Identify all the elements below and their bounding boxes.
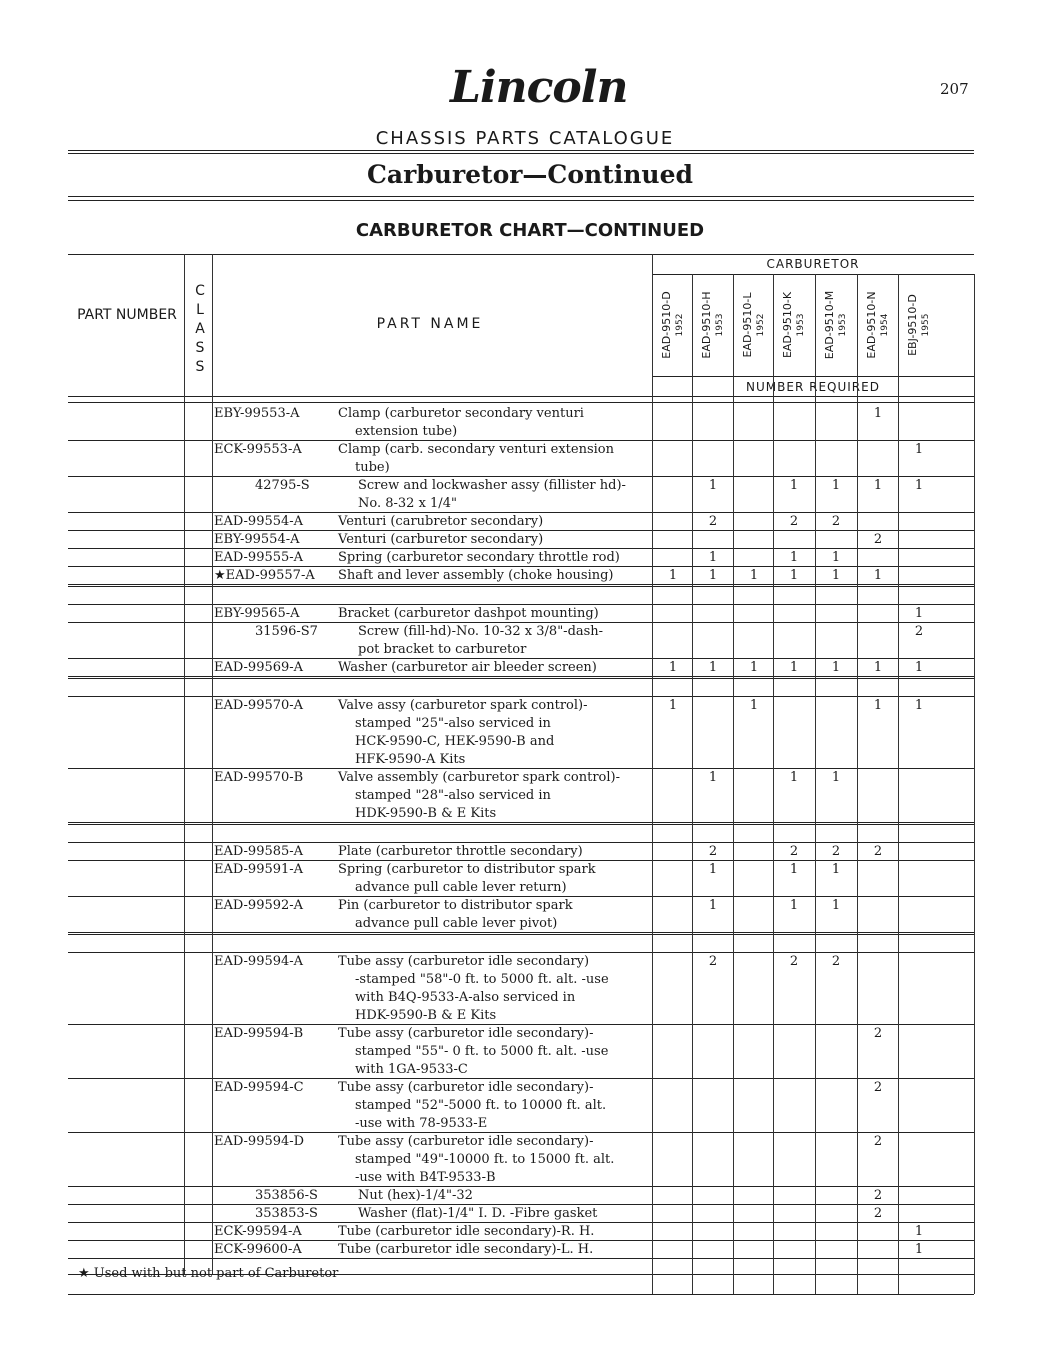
table-rule bbox=[68, 896, 974, 897]
part-name: Venturi (carburetor secondary) bbox=[338, 532, 544, 547]
carburetor-column-label bbox=[864, 285, 890, 365]
part-name: Tube assy (carburetor idle secondary) bbox=[338, 954, 590, 969]
quantity: 1 bbox=[831, 550, 841, 565]
table-rule bbox=[68, 548, 974, 549]
part-name: -use with B4T-9533-B bbox=[355, 1170, 496, 1185]
quantity: 2 bbox=[831, 514, 841, 529]
quantity: 1 bbox=[831, 862, 841, 877]
part-name: HCK-9590-C, HEK-9590-B and bbox=[355, 734, 555, 749]
quantity: 1 bbox=[914, 698, 924, 713]
quantity: 2 bbox=[789, 514, 799, 529]
carburetor-year: 1953 bbox=[714, 313, 725, 337]
part-name: -stamped "58"-0 ft. to 5000 ft. alt. -use bbox=[355, 972, 609, 987]
quantity: 1 bbox=[873, 478, 883, 493]
table-divider bbox=[212, 254, 213, 1274]
table-rule bbox=[68, 824, 974, 825]
table-rule bbox=[68, 1024, 974, 1025]
table-rule bbox=[68, 530, 974, 531]
carburetor-year: 1953 bbox=[837, 313, 848, 337]
table-rule bbox=[68, 1240, 974, 1241]
table-divider bbox=[652, 254, 653, 1294]
quantity: 1 bbox=[914, 1224, 924, 1239]
carburetor-header: CARBURETOR bbox=[766, 257, 860, 271]
quantity: 2 bbox=[708, 954, 718, 969]
part-name: Spring (carburetor secondary throttle rod) bbox=[338, 550, 620, 565]
part-number: EAD-99594-A bbox=[214, 954, 304, 969]
lincoln-logo: Lincoln bbox=[450, 62, 628, 113]
quantity: 1 bbox=[789, 898, 799, 913]
table-rule bbox=[652, 274, 974, 275]
carburetor-code: EAD-9510-N bbox=[864, 291, 878, 359]
class-header-letter: S bbox=[195, 340, 205, 356]
class-header bbox=[186, 282, 214, 377]
table-rule bbox=[68, 586, 974, 587]
part-number: 31596-S7 bbox=[255, 624, 318, 639]
part-name: stamped "25"-also serviced in bbox=[355, 716, 551, 731]
number-required-header: NUMBER REQUIRED bbox=[746, 380, 880, 394]
quantity: 1 bbox=[831, 478, 841, 493]
part-name: stamped "55"- 0 ft. to 5000 ft. alt. -use bbox=[355, 1044, 609, 1059]
part-name: Tube assy (carburetor idle secondary)- bbox=[338, 1080, 594, 1095]
part-number: EBY-99554-A bbox=[214, 532, 300, 547]
class-header-letter: C bbox=[195, 283, 205, 299]
part-number: EBY-99553-A bbox=[214, 406, 300, 421]
table-rule bbox=[68, 860, 974, 861]
table-rule bbox=[68, 566, 974, 567]
table-divider bbox=[184, 254, 185, 1274]
part-name: -use with 78-9533-E bbox=[355, 1116, 488, 1131]
part-name: Venturi (carubretor secondary) bbox=[338, 514, 544, 529]
quantity: 2 bbox=[873, 1080, 883, 1095]
quantity: 1 bbox=[831, 660, 841, 675]
carburetor-year: 1954 bbox=[879, 313, 890, 337]
part-name: Screw and lockwasher assy (fillister hd)- bbox=[358, 478, 626, 493]
part-name: HDK-9590-B & E Kits bbox=[355, 806, 497, 821]
part-number: EAD-99570-B bbox=[214, 770, 304, 785]
carburetor-column-label bbox=[740, 285, 766, 365]
part-name: pot bracket to carburetor bbox=[358, 642, 527, 657]
quantity: 1 bbox=[873, 660, 883, 675]
part-name: advance pull cable lever return) bbox=[355, 880, 567, 895]
quantity: 1 bbox=[708, 568, 718, 583]
quantity: 2 bbox=[831, 844, 841, 859]
part-name: No. 8-32 x 1/4" bbox=[358, 496, 457, 511]
part-name: Tube assy (carburetor idle secondary)- bbox=[338, 1134, 594, 1149]
part-number: EAD-99592-A bbox=[214, 898, 304, 913]
part-number: ECK-99553-A bbox=[214, 442, 302, 457]
part-name: extension tube) bbox=[355, 424, 458, 439]
table-rule bbox=[68, 604, 974, 605]
table-rule bbox=[68, 476, 974, 477]
table-rule bbox=[68, 512, 974, 513]
table-rule bbox=[652, 376, 974, 377]
quantity: 2 bbox=[873, 1026, 883, 1041]
part-number: EAD-99594-B bbox=[214, 1026, 304, 1041]
part-number: ECK-99600-A bbox=[214, 1242, 302, 1257]
part-name: with B4Q-9533-A-also serviced in bbox=[355, 990, 576, 1005]
quantity: 1 bbox=[749, 568, 759, 583]
part-number: EBY-99565-A bbox=[214, 606, 300, 621]
table-divider bbox=[857, 274, 858, 1294]
quantity: 1 bbox=[749, 660, 759, 675]
part-name: Valve assy (carburetor spark control)- bbox=[338, 698, 588, 713]
part-name: Shaft and lever assembly (choke housing) bbox=[338, 568, 614, 583]
part-name: Washer (carburetor air bleeder screen) bbox=[338, 660, 597, 675]
chart-title: CARBURETOR CHART—CONTINUED bbox=[355, 220, 705, 241]
table-divider bbox=[898, 274, 899, 1294]
part-name: Nut (hex)-1/4"-32 bbox=[358, 1188, 473, 1203]
quantity: 1 bbox=[708, 862, 718, 877]
page-number: 207 bbox=[940, 80, 969, 98]
carburetor-year: 1955 bbox=[920, 313, 931, 337]
carburetor-column-label bbox=[822, 285, 848, 365]
quantity: 2 bbox=[873, 844, 883, 859]
table-rule bbox=[68, 1078, 974, 1079]
part-number: EAD-99569-A bbox=[214, 660, 304, 675]
part-name: Spring (carburetor to distributor spark bbox=[338, 862, 596, 877]
quantity: 1 bbox=[708, 550, 718, 565]
table-rule bbox=[68, 254, 974, 255]
quantity: 1 bbox=[914, 1242, 924, 1257]
table-rule bbox=[68, 932, 974, 933]
part-name: with 1GA-9533-C bbox=[355, 1062, 468, 1077]
part-name: stamped "52"-5000 ft. to 10000 ft. alt. bbox=[355, 1098, 607, 1113]
part-name: stamped "28"-also serviced in bbox=[355, 788, 551, 803]
carburetor-code: EAD-9510-L bbox=[740, 292, 754, 358]
quantity: 2 bbox=[914, 624, 924, 639]
part-name: Valve assembly (carburetor spark control)- bbox=[338, 770, 620, 785]
part-number: EAD-99594-C bbox=[214, 1080, 304, 1095]
quantity: 2 bbox=[831, 954, 841, 969]
quantity: 1 bbox=[789, 770, 799, 785]
part-number: EAD-99555-A bbox=[214, 550, 304, 565]
quantity: 1 bbox=[831, 568, 841, 583]
part-name-header: PART NAME bbox=[376, 316, 484, 332]
quantity: 1 bbox=[914, 442, 924, 457]
table-rule bbox=[68, 842, 974, 843]
table-rule bbox=[68, 676, 974, 677]
table-rule bbox=[68, 1258, 974, 1259]
quantity: 1 bbox=[708, 660, 718, 675]
quantity: 1 bbox=[873, 568, 883, 583]
table-rule bbox=[68, 1294, 974, 1295]
part-name: Screw (fill-hd)-No. 10-32 x 3/8"-dash- bbox=[358, 624, 604, 639]
part-name: stamped "49"-10000 ft. to 15000 ft. alt. bbox=[355, 1152, 615, 1167]
table-divider bbox=[815, 274, 816, 1294]
quantity: 2 bbox=[789, 844, 799, 859]
part-name: Washer (flat)-1/4" I. D. -Fibre gasket bbox=[358, 1206, 598, 1221]
table-rule bbox=[68, 440, 974, 441]
part-number: EAD-99570-A bbox=[214, 698, 304, 713]
quantity: 2 bbox=[873, 1134, 883, 1149]
table-rule bbox=[68, 584, 974, 585]
quantity: 1 bbox=[789, 550, 799, 565]
table-divider bbox=[733, 274, 734, 1294]
carburetor-column-label bbox=[699, 285, 725, 365]
table-rule bbox=[68, 768, 974, 769]
quantity: 1 bbox=[873, 698, 883, 713]
table-rule bbox=[68, 696, 974, 697]
carburetor-year: 1953 bbox=[795, 313, 806, 337]
part-name: Tube (carburetor idle secondary)-L. H. bbox=[338, 1242, 594, 1257]
carburetor-code: EAD-9510-D bbox=[659, 291, 673, 359]
section-title: Carburetor—Continued bbox=[367, 160, 693, 189]
part-name: Clamp (carb. secondary venturi extension bbox=[338, 442, 615, 457]
quantity: 2 bbox=[873, 1206, 883, 1221]
part-name: tube) bbox=[355, 460, 390, 475]
carburetor-code: EAD-9510-M bbox=[822, 290, 836, 360]
quantity: 1 bbox=[914, 606, 924, 621]
quantity: 1 bbox=[708, 898, 718, 913]
part-name: advance pull cable lever pivot) bbox=[355, 916, 558, 931]
part-name: Tube (carburetor idle secondary)-R. H. bbox=[338, 1224, 595, 1239]
part-number: EAD-99594-D bbox=[214, 1134, 305, 1149]
quantity: 1 bbox=[914, 478, 924, 493]
quantity: 1 bbox=[708, 478, 718, 493]
part-number-header: PART NUMBER bbox=[77, 307, 177, 323]
class-header-letter: L bbox=[196, 302, 204, 318]
quantity: 2 bbox=[873, 1188, 883, 1203]
part-number: 353853-S bbox=[255, 1206, 318, 1221]
part-name: Bracket (carburetor dashpot mounting) bbox=[338, 606, 599, 621]
quantity: 1 bbox=[668, 698, 678, 713]
table-rule bbox=[68, 622, 974, 623]
carburetor-code: EAD-9510-H bbox=[699, 291, 713, 359]
table-rule bbox=[68, 934, 974, 935]
quantity: 2 bbox=[873, 532, 883, 547]
part-number: 353856-S bbox=[255, 1188, 318, 1203]
quantity: 1 bbox=[831, 898, 841, 913]
carburetor-column-label bbox=[659, 285, 685, 365]
table-rule bbox=[68, 1204, 974, 1205]
table-rule bbox=[68, 1186, 974, 1187]
table-rule bbox=[68, 678, 974, 679]
quantity: 2 bbox=[708, 514, 718, 529]
carburetor-code: EAD-9510-K bbox=[780, 291, 794, 359]
quantity: 1 bbox=[749, 698, 759, 713]
quantity: 1 bbox=[831, 770, 841, 785]
carburetor-code: EBJ-9510-D bbox=[905, 294, 919, 356]
table-divider bbox=[692, 274, 693, 1294]
table-rule bbox=[68, 1222, 974, 1223]
part-number: EAD-99585-A bbox=[214, 844, 304, 859]
quantity: 1 bbox=[789, 862, 799, 877]
quantity: 1 bbox=[789, 660, 799, 675]
quantity: 1 bbox=[708, 770, 718, 785]
class-header-letter: S bbox=[195, 359, 205, 375]
quantity: 1 bbox=[873, 406, 883, 421]
carburetor-year: 1952 bbox=[755, 313, 766, 337]
part-number: EAD-99591-A bbox=[214, 862, 304, 877]
part-name: Tube assy (carburetor idle secondary)- bbox=[338, 1026, 594, 1041]
quantity: 1 bbox=[789, 478, 799, 493]
part-number: 42795-S bbox=[255, 478, 310, 493]
part-name: Clamp (carburetor secondary venturi bbox=[338, 406, 584, 421]
table-divider bbox=[974, 274, 975, 1294]
table-rule bbox=[68, 952, 974, 953]
carburetor-column-label bbox=[905, 285, 931, 365]
part-name: Plate (carburetor throttle secondary) bbox=[338, 844, 583, 859]
table-divider bbox=[773, 274, 774, 1294]
footnote: ★ Used with but not part of Carburetor bbox=[78, 1266, 339, 1281]
catalogue-title: CHASSIS PARTS CATALOGUE bbox=[375, 128, 675, 149]
carburetor-column-label bbox=[780, 285, 806, 365]
carburetor-year: 1952 bbox=[674, 313, 685, 337]
quantity: 1 bbox=[668, 568, 678, 583]
part-name: HFK-9590-A Kits bbox=[355, 752, 466, 767]
quantity: 1 bbox=[914, 660, 924, 675]
table-rule bbox=[68, 1132, 974, 1133]
quantity: 1 bbox=[789, 568, 799, 583]
table-rule bbox=[68, 822, 974, 823]
quantity: 1 bbox=[668, 660, 678, 675]
class-header-letter: A bbox=[195, 321, 205, 337]
table-rule bbox=[68, 396, 974, 397]
part-name: Pin (carburetor to distributor spark bbox=[338, 898, 573, 913]
quantity: 2 bbox=[789, 954, 799, 969]
part-number: EAD-99554-A bbox=[214, 514, 304, 529]
quantity: 2 bbox=[708, 844, 718, 859]
part-name: HDK-9590-B & E Kits bbox=[355, 1008, 497, 1023]
table-rule bbox=[68, 658, 974, 659]
part-number: ECK-99594-A bbox=[214, 1224, 302, 1239]
part-number: ★EAD-99557-A bbox=[214, 568, 315, 583]
table-rule bbox=[68, 402, 974, 403]
